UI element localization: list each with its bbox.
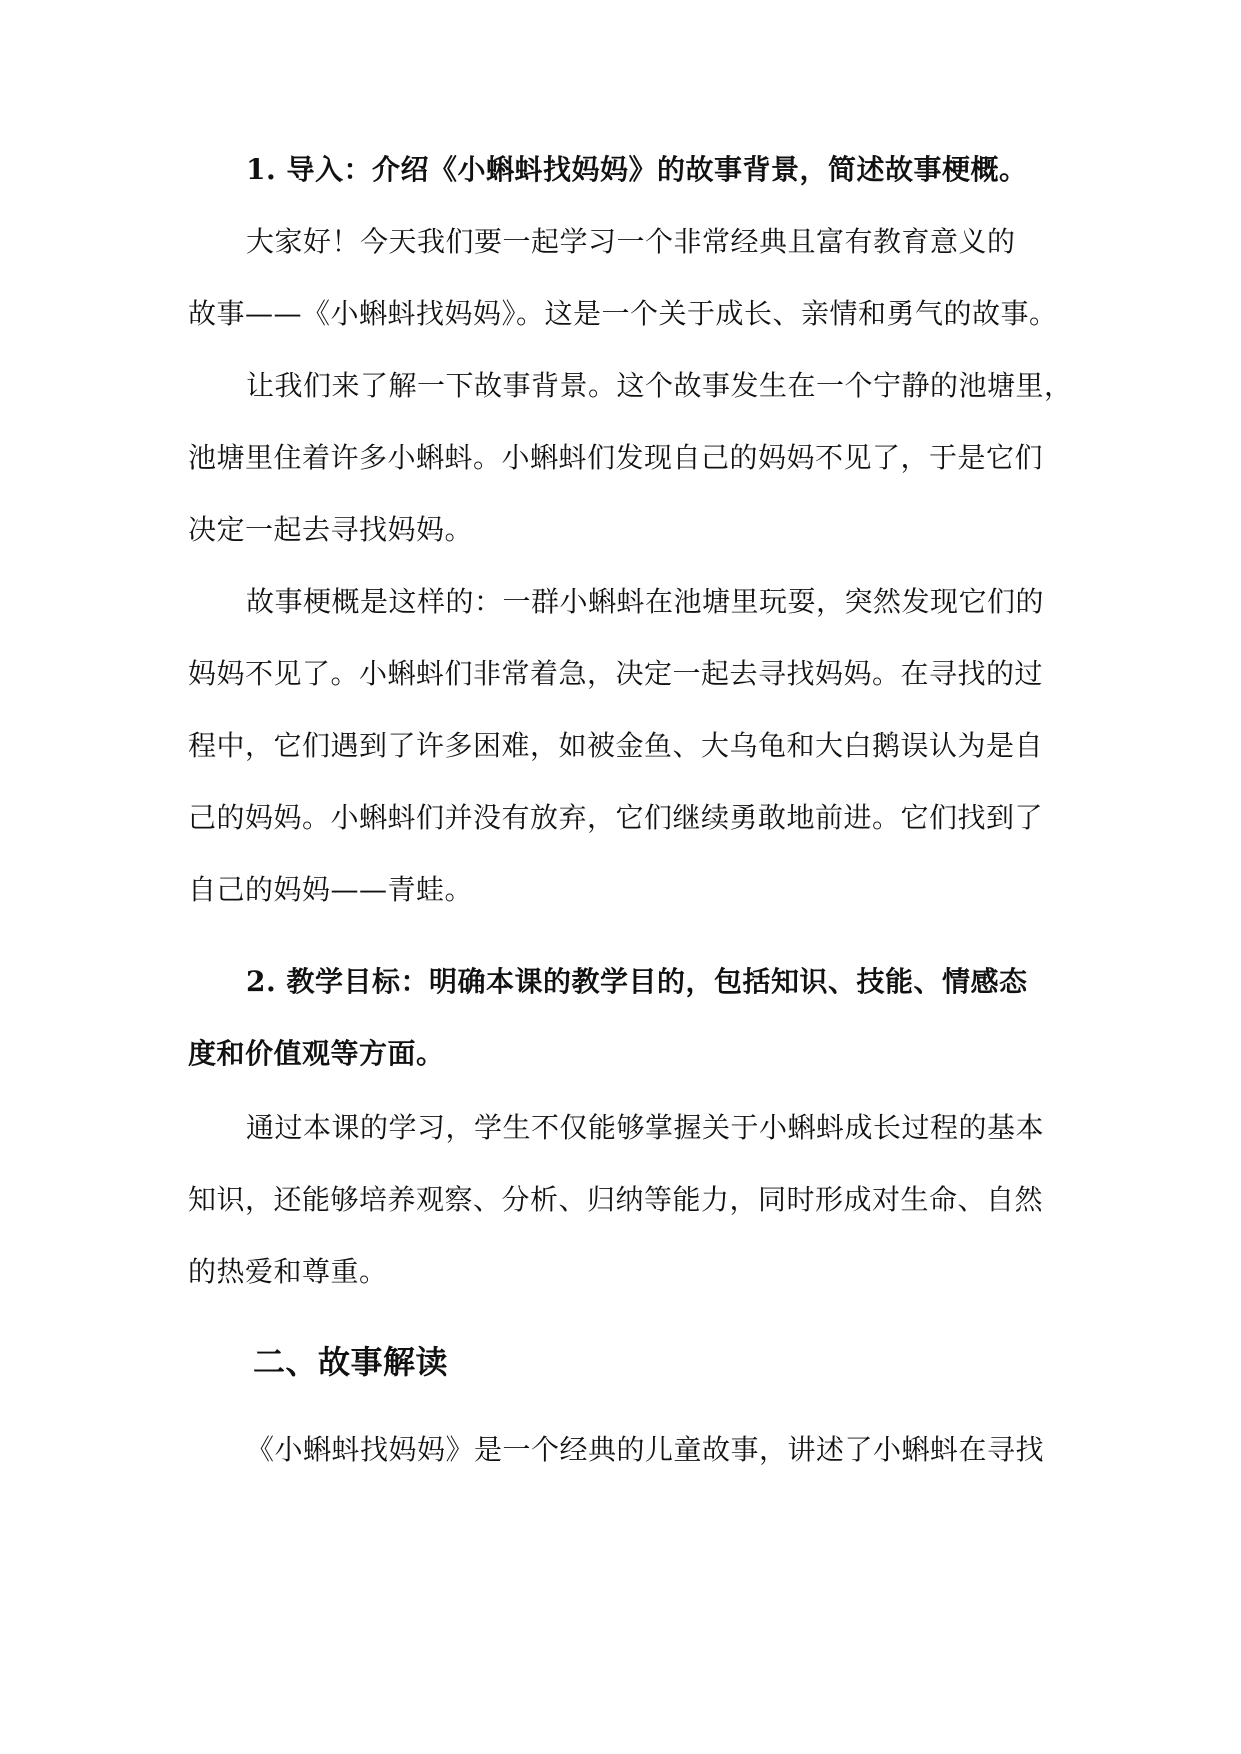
paragraph-line: 让我们来了解一下故事背景。这个故事发生在一个宁静的池塘里， — [246, 369, 1073, 402]
paragraph-line: 的热爱和尊重。 — [188, 1255, 388, 1288]
paragraph-line: 自己的妈妈——青蛙。 — [188, 873, 474, 906]
paragraph-line: 故事梗概是这样的：一群小蝌蚪在池塘里玩耍，突然发现它们的 — [246, 585, 1045, 618]
paragraph-line: 己的妈妈。小蝌蚪们并没有放弃，它们继续勇敢地前进。它们找到了 — [188, 801, 1044, 834]
paragraph-line: 故事——《小蝌蚪找妈妈》。这是一个关于成长、亲情和勇气的故事。 — [188, 297, 1058, 330]
heading-objectives: 2. 教学目标：明确本课的教学目的，包括知识、技能、情感态 — [246, 965, 1028, 998]
paragraph-line: 《小蝌蚪找妈妈》是一个经典的儿童故事，讲述了小蝌蚪在寻找 — [246, 1433, 1045, 1466]
paragraph-line: 妈妈不见了。小蝌蚪们非常着急，决定一起去寻找妈妈。在寻找的过 — [188, 657, 1044, 690]
paragraph-line: 程中，它们遇到了许多困难，如被金鱼、大乌龟和大白鹅误认为是自 — [188, 729, 1044, 762]
paragraph-line: 知识，还能够培养观察、分析、归纳等能力，同时形成对生命、自然 — [188, 1183, 1044, 1216]
paragraph-line: 通过本课的学习，学生不仅能够掌握关于小蝌蚪成长过程的基本 — [246, 1111, 1045, 1144]
paragraph-line: 决定一起去寻找妈妈。 — [188, 513, 474, 546]
heading-objectives-cont: 度和价值观等方面。 — [188, 1037, 445, 1070]
paragraph-line: 池塘里住着许多小蝌蚪。小蝌蚪们发现自己的妈妈不见了，于是它们 — [188, 441, 1044, 474]
heading-intro: 1. 导入：介绍《小蝌蚪找妈妈》的故事背景，简述故事梗概。 — [246, 153, 1028, 186]
paragraph-line: 大家好！今天我们要一起学习一个非常经典且富有教育意义的 — [246, 225, 1016, 258]
section-title: 二、故事解读 — [253, 1343, 449, 1381]
